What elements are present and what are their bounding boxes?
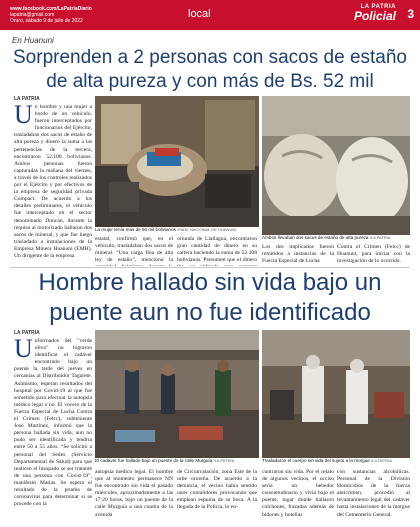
header-web[interactable]: www.facebook.com/LaPatriaDiario	[10, 6, 92, 12]
story1-column-1: Un hombre y una mujer a bordo de un vehículo, fueron interceptados por funcionarios del Ejército, trasladaban dos sacos de estaño de alta pureza y dinero la suma a las pertenencias de la tercera, encontraron 52.108 bolivianos. Ambos personas fueron capturadas la mañana del viernes, a través de los controles realizados por el Ejército y por efectivos de la empresa de seguridad privada Compact. De acuerdo a los detalles preliminares, el vehículo fue interceptado en el sector denominado Duncan, durante la requisa al motorizado hallaron dos sacos de mineral, y que fue luego trasladado a instalaciones de la Empresa Minera Huanuni (EMH). Un dirigente de la empresa	[14, 104, 92, 259]
story1-caption-right-credit: /LA PATRIA	[369, 235, 391, 240]
story1-column-3: oriunda de Llallagua, encontraron gran cantidad de dinero en su cartera haciendo la suma de 52.108 bolivianos. Presumen que el dinero	[177, 236, 257, 264]
page-number: 3	[407, 7, 414, 21]
header-meta	[10, 6, 92, 24]
story2-caption-right-credit: /LA PATRIA	[371, 458, 392, 463]
story2-caption-right-text: Trasladaron el cuerpo sin vida del sujeto a la morgue	[262, 458, 370, 463]
story1-caption-right	[262, 235, 410, 243]
story2-column-1: Unforrnados del "verde olivo" no lograron identificar el cadáver encontrado bajo un puente la tarde del jueves en cercanías al Distribuidor Tagarete. Asimismo, esperan resultados del hospital por Covid-19 al que fue sometido para efectuar la autopsia médico legal o no. El vocero de la Fuerza Especial de Lucha Contra el Crimen (Felcc), subteniente José Martínez, informó que la persona hallada sin vida, aun no pudo ser identificada y tendría entre 50 a 55 años. “Se solicitó a personal del Sedes (Servicio Departamental de Salud) para que realicen el hisopado se ser tratante de una persona con Covid-19”, manifestó Matias. Se espera el resultado de la prueba de coronavirus para determinar si se procede con la	[14, 338, 92, 508]
header-email[interactable]: lapatria@gmail.com	[10, 12, 55, 18]
brand-top: LA PATRIA	[360, 4, 396, 10]
page-header	[0, 0, 420, 30]
story2-photo-left	[95, 330, 259, 458]
story2-caption-left-text: El cadáver fue hallado bajo un puente de la calle Murguía	[95, 458, 213, 463]
story2-dropcap: U	[14, 338, 33, 363]
story2-headline: Hombre hallado sin vida bajo un puente aun no fue identificado	[38, 269, 382, 326]
story2-column-3: de Circunvalación, zona Este de la urbe orureña. De acuerdo a la denuncia, el vecino había sentido unos comalidores provocando que emplean espuma de su boca. A la llegada de la Policía, lo en-	[177, 469, 257, 511]
story2-column-4: contraron sin vida. Por el relato de algunos vecinos, el occiso sería un bebedor consuetudinario y vivía bajo el puente, lugar donde hallaron colchones, frazadas además de bidones y botellas	[262, 469, 334, 518]
section-name: local	[188, 8, 211, 20]
story2-photo-right	[262, 330, 410, 458]
story2-column-5: con sustancias alcohólicas. Personal de la División Homicidios de la fuerza anticrimen, procedió al levantamiento legal del cadáver hasta instalaciones de la morgue del Cementerio General.	[337, 469, 410, 518]
story1-byline: LA PATRIA	[14, 96, 40, 102]
story1-caption-left-text: La mujer tenía más de 50 mil bolivianos	[95, 227, 176, 232]
story2-caption-left-credit: /LA PATRIA	[213, 458, 235, 463]
story1-dropcap: U	[14, 104, 33, 129]
brand-bottom: Policial	[353, 9, 396, 23]
story2-column-2: autopsia médico legal. El hombre que al momento permanece NN fue encontrado sin vida el pasado miércoles, aproximadamente a las 17:20 horas, bajo un puente de la calle Murguía a una cuadra de la avenida	[95, 469, 173, 518]
story2-byline: LA PATRIA	[14, 330, 40, 336]
header-date: Oruro, sábado 9 de julio de 2022	[10, 18, 83, 24]
story1-column-4: Los dos implicados fueron remitidos a instancias de la Fuerza Especial de Lucha	[262, 244, 334, 265]
story1-photo-right	[262, 96, 410, 235]
story1-headline: Sorprenden a 2 personas con sacos de estaño de alta pureza y con más de Bs. 52 mil	[13, 47, 407, 92]
story1-caption-right-text: Ambos llevaban dos sacos de estaño de alta pureza	[262, 235, 369, 240]
story1-column-5: Contra el Crimen (Felcc) de Huanuni, para iniciar con la investigación de lo ocurrido.	[337, 244, 410, 265]
story1-caption-left-credit: /FADE NACIONAL DE HUANUNI	[177, 227, 237, 232]
story1-column-2: estatal, confirmó que, en el vehículo, trasladaban dos sacos de mineral. “Una carga fina de alta ley de estaño”, mencionó la	[95, 236, 173, 264]
story2-caption-right	[262, 458, 410, 468]
story1-kicker: En Huanuni	[12, 36, 54, 45]
story2-caption-left	[95, 458, 259, 468]
story1-caption-left	[95, 227, 259, 235]
brand-logo	[354, 4, 396, 22]
story1-photo-left	[95, 96, 259, 227]
